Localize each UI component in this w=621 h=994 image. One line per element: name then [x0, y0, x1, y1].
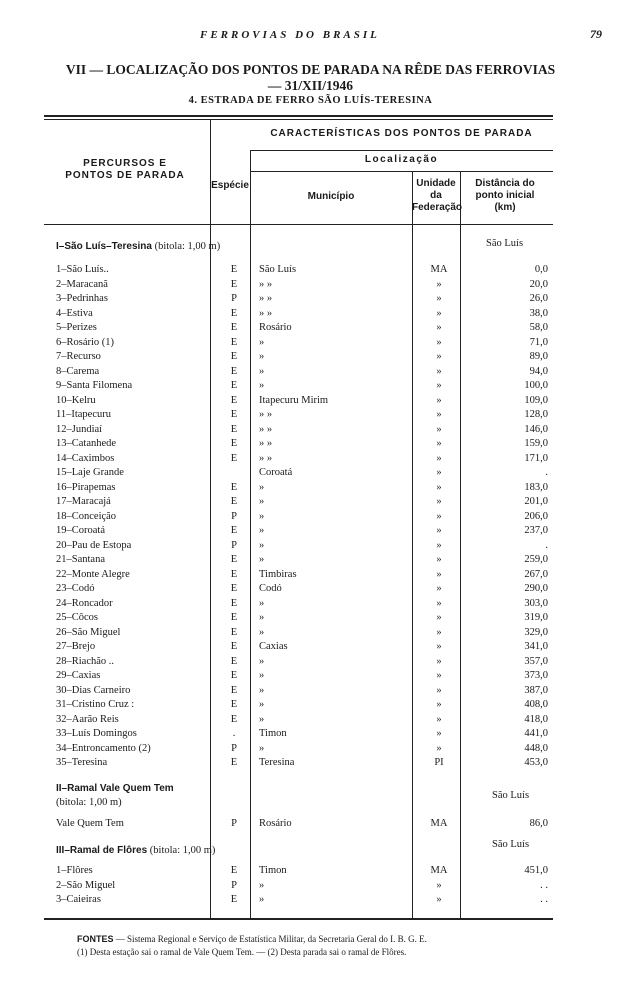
- station-uf: »: [436, 293, 442, 304]
- station-especie: E: [230, 655, 238, 667]
- section-label: [56, 240, 220, 254]
- station-uf: »: [436, 626, 442, 638]
- station-name: 4–Estiva: [56, 307, 93, 319]
- station-especie: P: [231, 879, 237, 891]
- station-municipio: Rosário: [259, 818, 292, 829]
- station-municipio: »: [259, 742, 265, 754]
- table-row: [0, 699, 621, 713]
- station-name: 22–Monte Alegre: [56, 568, 130, 580]
- table-row: [0, 322, 621, 336]
- station-especie: P: [231, 293, 237, 304]
- station-municipio: »: [259, 626, 265, 638]
- station-uf: »: [436, 728, 442, 739]
- station-especie: P: [231, 510, 237, 522]
- station-municipio: Timon: [259, 728, 287, 739]
- station-especie: E: [230, 264, 238, 275]
- station-distance: 357,0: [524, 655, 548, 667]
- station-name: 8–Carema: [56, 365, 100, 377]
- station-especie: E: [230, 757, 238, 768]
- table-row: [0, 453, 621, 467]
- table-row: [0, 627, 621, 641]
- station-distance: 448,0: [524, 742, 548, 754]
- station-distance: 20,0: [529, 278, 548, 290]
- station-municipio: Itapecuru Mirim: [259, 394, 329, 406]
- station-distance: . .: [540, 894, 548, 905]
- station-municipio: » »: [259, 423, 273, 435]
- station-especie: E: [230, 351, 238, 362]
- table-row: [0, 525, 621, 539]
- station-especie: E: [230, 380, 238, 391]
- station-distance: 408,0: [524, 699, 548, 710]
- station-name: 18–Conceição: [56, 510, 117, 522]
- station-name: 30–Dias Carneiro: [56, 684, 131, 696]
- station-uf: »: [436, 612, 442, 623]
- header-municipio: Município: [307, 191, 355, 202]
- station-name: 14–Caximbos: [56, 452, 115, 464]
- station-municipio: » »: [259, 307, 273, 319]
- table-title: [0, 62, 621, 94]
- station-name: 33–Luís Domingos: [56, 728, 137, 739]
- station-distance: 387,0: [524, 684, 548, 696]
- station-especie: E: [230, 394, 238, 406]
- section-label-rest: (bitola: 1,00 m): [56, 797, 122, 808]
- table-row: [0, 583, 621, 597]
- header-bottom-rule: [44, 224, 553, 225]
- table-row: [0, 380, 621, 394]
- table-top-rule: [44, 115, 553, 117]
- section-label: [56, 782, 206, 810]
- station-especie: E: [230, 894, 238, 905]
- station-name: 7–Recurso: [56, 351, 101, 362]
- section-initial-point: São Luís: [492, 839, 530, 850]
- station-especie: P: [231, 818, 237, 829]
- station-distance: 206,0: [524, 510, 548, 522]
- station-distance: 100,0: [524, 380, 548, 391]
- station-distance: 237,0: [524, 525, 548, 536]
- station-distance: 109,0: [524, 394, 548, 406]
- station-especie: E: [230, 554, 238, 565]
- station-municipio: Coroatá: [259, 467, 293, 478]
- section-label-rest: (bitola: 1,00 m): [149, 845, 216, 856]
- station-especie: E: [230, 336, 238, 348]
- table-row: [0, 743, 621, 757]
- station-name: 31–Cristino Cruz :: [56, 699, 135, 710]
- station-name: Vale Quem Tem: [56, 818, 124, 829]
- section-label-bold: III–Ramal de Flôres: [56, 845, 148, 856]
- station-distance: 71,0: [529, 336, 548, 348]
- table-row: [0, 366, 621, 380]
- station-municipio: » »: [259, 278, 273, 290]
- station-especie: P: [231, 539, 237, 551]
- station-municipio: »: [259, 481, 265, 493]
- station-name: 32–Aarão Reis: [56, 713, 119, 725]
- table-row: [0, 569, 621, 583]
- station-distance: .: [545, 467, 548, 478]
- station-uf: »: [436, 699, 442, 710]
- station-distance: 89,0: [529, 351, 548, 362]
- station-municipio: »: [259, 525, 265, 536]
- table-row: [0, 337, 621, 351]
- station-especie: E: [230, 496, 238, 507]
- station-especie: E: [230, 641, 238, 652]
- station-uf: »: [436, 539, 442, 551]
- station-name: 24–Roncador: [56, 597, 113, 609]
- title-line: VII — LOCALIZAÇÃO DOS PONTOS DE PARADA NA RÊDE DAS FERROVIAS: [65, 62, 556, 77]
- station-municipio: »: [259, 554, 265, 565]
- station-distance: 319,0: [524, 612, 548, 623]
- station-municipio: » »: [259, 452, 273, 464]
- station-distance: 183,0: [524, 481, 548, 493]
- station-municipio: Timon: [259, 865, 287, 876]
- station-especie: E: [230, 568, 238, 580]
- station-uf: »: [436, 641, 442, 652]
- page-number: 79: [590, 27, 602, 41]
- section-initial-point: São Luís: [486, 238, 524, 249]
- table-subtitle: 4. ESTRADA DE FERRO SÃO LUÍS-TERESINA: [188, 95, 433, 106]
- station-municipio: »: [259, 380, 265, 391]
- station-uf: MA: [430, 264, 448, 275]
- station-name: 10–Kelru: [56, 394, 96, 406]
- station-distance: .: [545, 539, 548, 551]
- station-municipio: »: [259, 670, 265, 681]
- station-uf: »: [436, 394, 442, 406]
- table-row: [0, 467, 621, 481]
- station-name: 6–Rosário (1): [56, 336, 115, 348]
- table-row: [0, 880, 621, 894]
- station-especie: E: [230, 322, 238, 333]
- station-uf: »: [436, 438, 442, 449]
- station-municipio: » »: [259, 293, 273, 304]
- station-municipio: »: [259, 351, 265, 362]
- station-municipio: »: [259, 894, 265, 905]
- station-especie: E: [230, 626, 238, 638]
- header-rule-1: [250, 150, 553, 151]
- station-name: 25–Côcos: [56, 612, 98, 623]
- section-label: [56, 844, 215, 858]
- table-row: [0, 728, 621, 742]
- station-name: 28–Riachão ..: [56, 655, 115, 667]
- station-name: 9–Santa Filomena: [56, 380, 133, 391]
- header-localizacao: Localização: [364, 154, 439, 165]
- table-top-rule-thin: [44, 119, 553, 120]
- station-uf: »: [436, 423, 442, 435]
- station-name: 20–Pau de Estopa: [56, 539, 132, 551]
- station-uf: »: [436, 409, 442, 420]
- station-uf: »: [436, 655, 442, 667]
- station-uf: »: [436, 597, 442, 609]
- station-municipio: Rosário: [259, 322, 292, 333]
- station-distance: 201,0: [524, 496, 548, 507]
- table-row: [0, 641, 621, 655]
- station-distance: . .: [540, 879, 548, 891]
- station-municipio: »: [259, 496, 265, 507]
- station-name: 11–Itapecuru: [56, 409, 112, 420]
- station-name: 16–Pirapemas: [56, 481, 116, 493]
- table-row: [0, 279, 621, 293]
- station-uf: »: [436, 670, 442, 681]
- station-municipio: »: [259, 612, 265, 623]
- station-especie: E: [230, 365, 238, 377]
- station-distance: 303,0: [524, 597, 548, 609]
- station-distance: 259,0: [524, 554, 548, 565]
- table-row: [0, 438, 621, 452]
- table-row: [0, 496, 621, 510]
- fontes-text: — Sistema Regional e Serviço de Estatística Militar, da Secretaria Geral do I. B. G. E.: [115, 934, 427, 944]
- table-row: [0, 409, 621, 423]
- section-label-bold: II–Ramal Vale Quem Tem: [56, 783, 174, 794]
- station-distance: 171,0: [524, 452, 548, 464]
- station-uf: »: [436, 554, 442, 565]
- station-distance: 373,0: [524, 670, 548, 681]
- station-especie: .: [232, 728, 236, 739]
- section-label-bold: I–São Luís–Teresina: [56, 241, 152, 252]
- station-name: 27–Brejo: [56, 641, 96, 652]
- station-uf: »: [436, 322, 442, 333]
- station-municipio: »: [259, 597, 265, 609]
- station-name: 15–Laje Grande: [56, 467, 124, 478]
- station-uf: »: [436, 894, 442, 905]
- station-especie: E: [230, 525, 238, 536]
- station-name: 1–São Luís..: [56, 264, 109, 275]
- station-distance: 58,0: [529, 322, 548, 333]
- table-row: [0, 482, 621, 496]
- station-name: 17–Maracajá: [56, 496, 111, 507]
- station-especie: E: [230, 278, 238, 290]
- table-row: [0, 293, 621, 307]
- table-row: [0, 540, 621, 554]
- station-especie: E: [230, 423, 238, 435]
- station-name: 21–Santana: [56, 554, 105, 565]
- table-row: [0, 685, 621, 699]
- station-name: 5–Perizes: [56, 322, 97, 333]
- station-uf: »: [436, 278, 442, 290]
- station-distance: 341,0: [524, 641, 548, 652]
- station-uf: »: [436, 496, 442, 507]
- running-header: FERROVIAS DO BRASIL: [200, 29, 380, 41]
- station-uf: »: [436, 307, 442, 319]
- header-percursos: PERCURSOS E PONTOS DE PARADA: [65, 158, 185, 181]
- station-name: 2–São Miguel: [56, 879, 116, 891]
- table-row: [0, 308, 621, 322]
- fontes-label: FONTES: [77, 934, 114, 944]
- station-distance: 159,0: [524, 438, 548, 449]
- station-name: 23–Codó: [56, 583, 95, 594]
- table-row: [0, 818, 621, 832]
- station-especie: E: [230, 597, 238, 609]
- station-uf: »: [436, 713, 442, 725]
- station-distance: 418,0: [524, 713, 548, 725]
- table-row: [0, 598, 621, 612]
- header-unidade: Unidade da Federação: [412, 178, 463, 213]
- station-municipio: » »: [259, 409, 273, 420]
- station-especie: E: [230, 865, 238, 876]
- station-uf: »: [436, 365, 442, 377]
- table-row: [0, 395, 621, 409]
- station-distance: 38,0: [529, 307, 548, 319]
- section-initial-point: São Luís: [492, 790, 530, 801]
- header-especie: Espécie: [211, 180, 249, 191]
- station-municipio: »: [259, 655, 265, 667]
- station-uf: »: [436, 336, 442, 348]
- station-distance: 267,0: [524, 568, 548, 580]
- station-municipio: »: [259, 699, 265, 710]
- header-distancia: Distância do ponto inicial (km): [475, 178, 535, 213]
- station-municipio: »: [259, 713, 265, 725]
- table-row: [0, 351, 621, 365]
- station-distance: 453,0: [524, 757, 548, 768]
- station-uf: »: [436, 583, 442, 594]
- station-name: 13–Catanhede: [56, 438, 117, 449]
- station-municipio: Timbiras: [259, 568, 297, 580]
- station-municipio: »: [259, 684, 265, 696]
- station-especie: P: [231, 742, 237, 754]
- station-uf: »: [436, 525, 442, 536]
- station-name: 1–Flôres: [56, 865, 93, 876]
- station-name: 29–Caxias: [56, 670, 101, 681]
- station-especie: E: [230, 699, 238, 710]
- station-name: 12–Jundiaí: [56, 423, 103, 435]
- station-distance: 0,0: [534, 264, 548, 275]
- station-municipio: »: [259, 510, 265, 522]
- station-distance: 26,0: [529, 293, 548, 304]
- station-municipio: Codó: [259, 583, 282, 594]
- station-especie: E: [230, 307, 238, 319]
- station-uf: MA: [430, 865, 448, 876]
- header-rule-2: [250, 171, 553, 172]
- table-row: [0, 757, 621, 771]
- station-distance: 86,0: [529, 818, 548, 829]
- footnote-notes: (1) Desta estação sai o ramal de Vale Quem Tem. — (2) Desta parada sai o ramal de Flôres.: [77, 947, 407, 957]
- header-caracteristicas: CARACTERÍSTICAS DOS PONTOS DE PARADA: [270, 128, 533, 139]
- table-row: [0, 865, 621, 879]
- station-distance: 451,0: [524, 865, 548, 876]
- table-row: [0, 670, 621, 684]
- station-uf: »: [436, 684, 442, 696]
- station-especie: E: [230, 684, 238, 696]
- station-name: 2–Maracanã: [56, 278, 108, 290]
- footnote-sources: [77, 934, 427, 944]
- station-municipio: Teresina: [259, 757, 295, 768]
- station-municipio: » »: [259, 438, 273, 449]
- section-label-rest: (bitola: 1,00 m): [154, 241, 221, 252]
- table-row: [0, 656, 621, 670]
- station-municipio: Caxias: [259, 641, 288, 652]
- station-uf: MA: [430, 818, 448, 829]
- station-municipio: »: [259, 539, 265, 551]
- table-row: [0, 511, 621, 525]
- station-uf: »: [436, 879, 442, 891]
- station-uf: »: [436, 568, 442, 580]
- station-name: 3–Pedrinhas: [56, 293, 108, 304]
- station-especie: E: [230, 713, 238, 725]
- station-distance: 94,0: [529, 365, 548, 377]
- station-uf: »: [436, 742, 442, 754]
- station-especie: E: [230, 481, 238, 493]
- station-especie: E: [230, 612, 238, 623]
- station-distance: 441,0: [524, 728, 548, 739]
- station-uf: »: [436, 380, 442, 391]
- station-municipio: São Luís: [259, 264, 297, 275]
- table-row: [0, 264, 621, 278]
- station-uf: »: [436, 481, 442, 493]
- station-especie: E: [230, 670, 238, 681]
- station-name: 3–Caieiras: [56, 894, 101, 905]
- station-municipio: »: [259, 879, 265, 891]
- station-especie: E: [230, 438, 238, 449]
- station-uf: »: [436, 467, 442, 478]
- station-distance: 290,0: [524, 583, 548, 594]
- station-especie: E: [230, 409, 238, 420]
- table-row: [0, 612, 621, 626]
- station-uf: »: [436, 351, 442, 362]
- table-bottom-rule: [44, 918, 553, 920]
- station-distance: 146,0: [524, 423, 548, 435]
- station-municipio: »: [259, 365, 265, 377]
- station-distance: 128,0: [524, 409, 548, 420]
- station-name: 26–São Miguel: [56, 626, 121, 638]
- station-municipio: »: [259, 336, 265, 348]
- station-uf: »: [436, 452, 442, 464]
- station-name: 19–Coroatá: [56, 525, 105, 536]
- table-row: [0, 894, 621, 908]
- station-especie: E: [230, 583, 238, 594]
- station-name: 35–Teresina: [56, 757, 108, 768]
- station-uf: PI: [434, 757, 444, 768]
- table-row: [0, 554, 621, 568]
- station-especie: E: [230, 452, 238, 464]
- station-uf: »: [436, 510, 442, 522]
- table-row: [0, 424, 621, 438]
- table-row: [0, 714, 621, 728]
- station-distance: 329,0: [524, 626, 548, 638]
- title-date: — 31/XII/1946: [267, 78, 354, 93]
- station-name: 34–Entroncamento (2): [56, 742, 151, 754]
